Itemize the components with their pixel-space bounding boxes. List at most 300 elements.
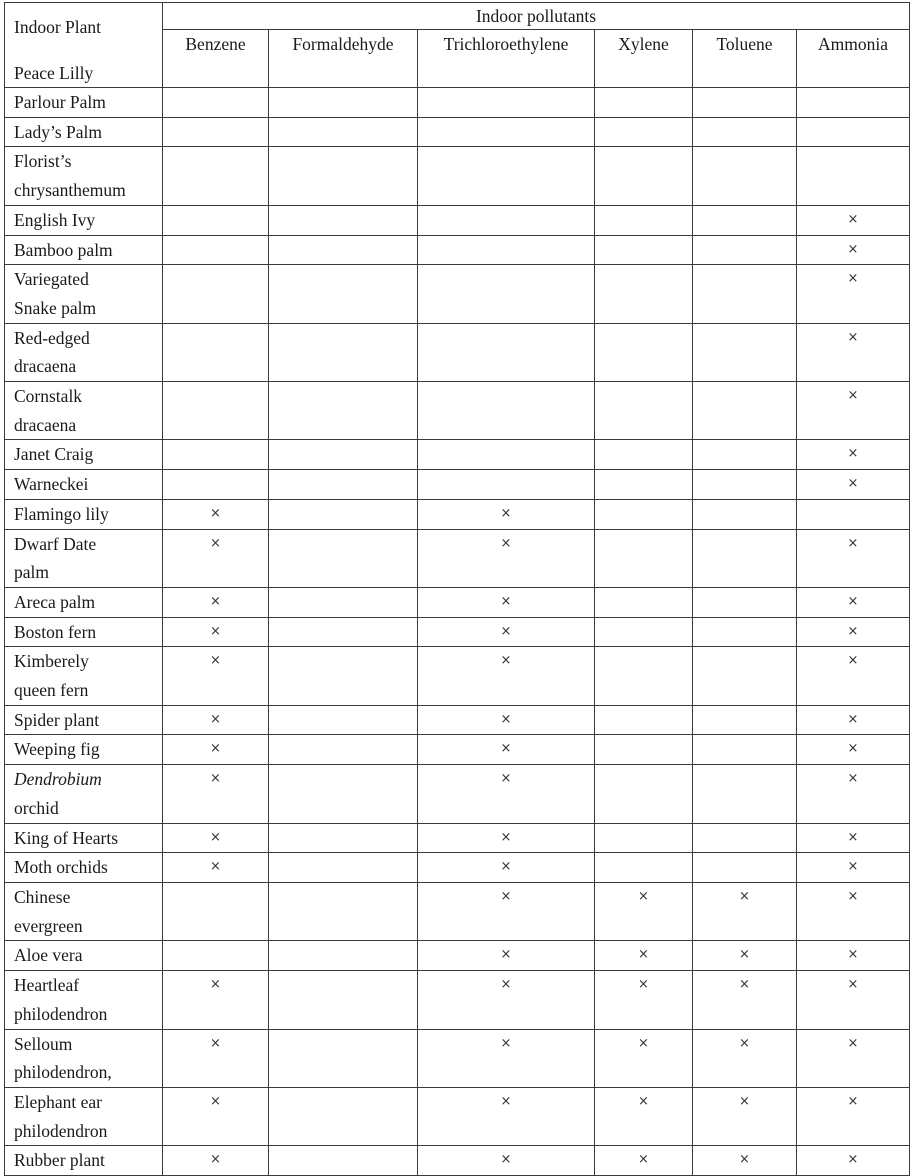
plant-name-line: philodendron [14, 1120, 108, 1141]
plant-name-line: Rubber plant [14, 1150, 105, 1171]
mark-symbol: × [210, 859, 221, 875]
plant-name-line: dracaena [14, 414, 77, 435]
mark-cell [693, 1029, 797, 1087]
plant-name-line: Cornstalk [14, 386, 83, 407]
mark-symbol: × [847, 623, 859, 639]
mark-cell [693, 1146, 797, 1176]
plant-name-line: Snake palm [14, 297, 97, 318]
mark-cell [418, 647, 595, 705]
table-row [5, 470, 910, 500]
mark-cell [269, 382, 418, 440]
plant-name-line: Areca palm [14, 591, 96, 612]
mark-cell [595, 265, 693, 323]
mark-cell [693, 971, 797, 1029]
mark-cell [693, 147, 797, 205]
mark-symbol: × [500, 771, 512, 787]
plant-name-cell [5, 147, 163, 205]
mark-symbol: × [500, 653, 512, 669]
mark-cell [418, 382, 595, 440]
mark-cell [595, 382, 693, 440]
mark-cell [797, 1087, 910, 1145]
mark-symbol: × [500, 505, 512, 521]
mark-symbol: × [210, 829, 221, 845]
table-row [5, 323, 910, 381]
mark-cell [797, 882, 910, 940]
table-row [5, 647, 910, 705]
table-row [5, 235, 910, 265]
mark-cell [418, 205, 595, 235]
mark-cell [163, 265, 269, 323]
table-row [5, 499, 910, 529]
mark-cell [595, 1087, 693, 1145]
plant-name-cell [5, 617, 163, 647]
mark-cell [797, 265, 910, 323]
mark-symbol: × [638, 947, 649, 963]
mark-cell [693, 705, 797, 735]
mark-symbol: × [847, 446, 859, 462]
mark-cell [269, 529, 418, 587]
header-col-xylene: Xylene [595, 30, 693, 88]
mark-symbol: × [847, 388, 859, 404]
mark-cell [163, 853, 269, 883]
table-row [5, 1087, 910, 1145]
plant-name-line: Aloe vera [14, 945, 83, 966]
plant-name-line: Elephant ear [14, 1091, 102, 1112]
mark-cell [418, 735, 595, 765]
mark-symbol: × [847, 476, 859, 492]
mark-cell [418, 470, 595, 500]
mark-cell [269, 1146, 418, 1176]
mark-symbol: × [847, 829, 859, 845]
table-row [5, 971, 910, 1029]
mark-symbol: × [500, 711, 512, 727]
plant-name-line: Parlour Palm [14, 92, 106, 112]
mark-cell [693, 88, 797, 118]
mark-symbol: × [638, 888, 649, 904]
header-row-group [5, 3, 910, 30]
plant-name-line: Kimberely [14, 651, 89, 672]
table-row [5, 440, 910, 470]
mark-symbol: × [638, 1152, 649, 1168]
mark-cell [163, 1146, 269, 1176]
mark-cell [163, 147, 269, 205]
mark-cell [693, 853, 797, 883]
plant-name-line: evergreen [14, 915, 83, 936]
mark-symbol: × [210, 741, 221, 757]
mark-symbol: × [500, 535, 512, 551]
mark-symbol: × [739, 1152, 750, 1168]
mark-cell [797, 88, 910, 118]
mark-cell [595, 499, 693, 529]
mark-symbol: × [500, 859, 512, 875]
mark-cell [269, 882, 418, 940]
mark-symbol: × [847, 535, 859, 551]
mark-cell [418, 440, 595, 470]
mark-cell [693, 735, 797, 765]
plant-name-cell [5, 1146, 163, 1176]
mark-cell [693, 382, 797, 440]
mark-symbol: × [500, 1035, 512, 1051]
mark-cell [797, 117, 910, 147]
mark-cell [163, 499, 269, 529]
mark-cell [693, 587, 797, 617]
mark-cell [595, 323, 693, 381]
plant-name-line: Florist’s [14, 151, 72, 172]
mark-symbol: × [847, 888, 859, 904]
plant-name-line: Dendrobium [14, 769, 102, 790]
plant-name-cell [5, 440, 163, 470]
mark-cell [269, 117, 418, 147]
plant-name-cell [5, 823, 163, 853]
mark-cell [418, 147, 595, 205]
mark-cell [797, 529, 910, 587]
mark-cell [693, 440, 797, 470]
mark-symbol: × [739, 1035, 750, 1051]
mark-cell [693, 265, 797, 323]
mark-cell [269, 823, 418, 853]
mark-cell [269, 587, 418, 617]
mark-symbol: × [847, 859, 859, 875]
mark-cell [693, 499, 797, 529]
mark-cell [163, 235, 269, 265]
mark-symbol: × [638, 1093, 649, 1109]
plant-name-line: palm [14, 562, 49, 583]
plant-name-line: Spider plant [14, 709, 100, 730]
mark-cell [269, 205, 418, 235]
mark-cell [595, 882, 693, 940]
mark-cell [595, 735, 693, 765]
mark-cell [418, 529, 595, 587]
plant-name-cell [5, 587, 163, 617]
table-row [5, 147, 910, 205]
table-row [5, 617, 910, 647]
mark-cell [797, 853, 910, 883]
mark-cell [595, 823, 693, 853]
mark-symbol: × [210, 535, 221, 551]
table-row [5, 705, 910, 735]
plant-name-line: Heartleaf [14, 975, 80, 996]
mark-symbol: × [500, 888, 512, 904]
plant-name-line: Bamboo palm [14, 239, 113, 260]
header-plant-label: Indoor Plant [14, 17, 102, 37]
mark-cell [595, 440, 693, 470]
table-row [5, 587, 910, 617]
plant-name-cell [5, 323, 163, 381]
mark-cell [163, 617, 269, 647]
mark-cell [418, 853, 595, 883]
mark-symbol: × [847, 329, 859, 345]
mark-cell [163, 323, 269, 381]
header-col-trichloroethylene: Trichloroethylene [418, 30, 595, 88]
plant-name-line: King of Hearts [14, 827, 119, 848]
mark-symbol: × [847, 977, 859, 993]
mark-symbol: × [847, 241, 859, 257]
plant-name-line: Janet Craig [14, 444, 94, 465]
plant-name-cell [5, 941, 163, 971]
mark-cell [797, 1029, 910, 1087]
plant-name-line: Moth orchids [14, 857, 108, 878]
mark-cell [797, 647, 910, 705]
mark-cell [797, 705, 910, 735]
mark-cell [797, 941, 910, 971]
mark-cell [163, 882, 269, 940]
mark-symbol: × [210, 1152, 221, 1168]
mark-cell [269, 941, 418, 971]
plant-name-cell [5, 882, 163, 940]
table-row [5, 1029, 910, 1087]
plant-name-line: chrysanthemum [14, 180, 126, 201]
plant-name-cell [5, 88, 163, 118]
mark-cell [797, 823, 910, 853]
mark-cell [163, 440, 269, 470]
mark-cell [693, 882, 797, 940]
plant-name-cell [5, 470, 163, 500]
plant-name-line: Lady’s Palm [14, 121, 102, 142]
plant-name-cell [5, 971, 163, 1029]
mark-cell [595, 765, 693, 823]
mark-symbol: × [739, 977, 750, 993]
plant-name-cell [5, 499, 163, 529]
mark-cell [269, 147, 418, 205]
mark-cell [163, 765, 269, 823]
mark-cell [163, 1087, 269, 1145]
mark-cell [797, 735, 910, 765]
plant-name-cell [5, 117, 163, 147]
plant-name-line: philodendron, [14, 1062, 112, 1083]
mark-cell [418, 1087, 595, 1145]
mark-symbol: × [500, 947, 512, 963]
mark-cell [693, 529, 797, 587]
mark-cell [163, 647, 269, 705]
mark-symbol: × [638, 977, 649, 993]
header-pollutants-group: Indoor pollutants [163, 3, 910, 30]
mark-cell [693, 941, 797, 971]
mark-cell [269, 88, 418, 118]
mark-cell [418, 117, 595, 147]
table-row [5, 382, 910, 440]
mark-symbol: × [500, 829, 512, 845]
mark-symbol: × [500, 1152, 512, 1168]
mark-cell [163, 941, 269, 971]
table-row [5, 529, 910, 587]
mark-symbol: × [847, 1093, 859, 1109]
mark-symbol: × [210, 1035, 221, 1051]
mark-symbol: × [500, 741, 512, 757]
mark-cell [163, 382, 269, 440]
plant-name-cell [5, 235, 163, 265]
mark-cell [418, 323, 595, 381]
plant-name-line: Variegated [14, 269, 89, 290]
plant-name-cell [5, 1087, 163, 1145]
mark-symbol: × [847, 741, 859, 757]
mark-symbol: × [210, 593, 221, 609]
mark-cell [163, 117, 269, 147]
mark-symbol: × [500, 977, 512, 993]
mark-cell [595, 117, 693, 147]
plant-name-line: Dwarf Date [14, 533, 97, 554]
mark-cell [797, 147, 910, 205]
table-row [5, 853, 910, 883]
plant-name-line: philodendron [14, 1003, 108, 1024]
mark-cell [269, 1087, 418, 1145]
table-row [5, 88, 910, 118]
mark-cell [418, 499, 595, 529]
mark-cell [269, 765, 418, 823]
mark-symbol: × [739, 947, 750, 963]
header-cell-plant [5, 3, 163, 88]
plant-name-line: Weeping fig [14, 739, 100, 760]
mark-cell [797, 617, 910, 647]
mark-cell [418, 1029, 595, 1087]
mark-symbol: × [847, 271, 859, 287]
mark-cell [595, 1029, 693, 1087]
mark-symbol: × [847, 947, 859, 963]
mark-symbol: × [210, 711, 221, 727]
mark-cell [693, 647, 797, 705]
mark-cell [797, 1146, 910, 1176]
mark-cell [418, 705, 595, 735]
mark-cell [693, 1087, 797, 1145]
mark-cell [693, 323, 797, 381]
mark-cell [269, 265, 418, 323]
mark-cell [418, 882, 595, 940]
mark-cell [797, 205, 910, 235]
mark-cell [269, 647, 418, 705]
mark-cell [595, 470, 693, 500]
mark-cell [693, 235, 797, 265]
mark-cell [418, 765, 595, 823]
mark-cell [269, 1029, 418, 1087]
mark-symbol: × [210, 1093, 221, 1109]
plant-name-cell [5, 647, 163, 705]
mark-symbol: × [500, 593, 512, 609]
plant-name-cell [5, 205, 163, 235]
mark-cell [693, 205, 797, 235]
mark-cell [163, 823, 269, 853]
mark-cell [693, 117, 797, 147]
mark-cell [163, 470, 269, 500]
mark-cell [163, 735, 269, 765]
table-row [5, 735, 910, 765]
plant-name-cell [5, 735, 163, 765]
mark-cell [163, 971, 269, 1029]
mark-cell [797, 323, 910, 381]
mark-cell [163, 205, 269, 235]
mark-cell [269, 323, 418, 381]
mark-symbol: × [847, 711, 859, 727]
mark-cell [595, 941, 693, 971]
mark-symbol: × [500, 623, 512, 639]
plant-name-line: Warneckei [14, 474, 89, 495]
plant-name-cell [5, 529, 163, 587]
mark-cell [595, 647, 693, 705]
mark-cell [163, 587, 269, 617]
mark-cell [163, 88, 269, 118]
mark-cell [269, 470, 418, 500]
mark-cell [595, 235, 693, 265]
header-col-formaldehyde: Formaldehyde [269, 30, 418, 88]
mark-symbol: × [739, 888, 750, 904]
mark-cell [418, 265, 595, 323]
plant-name-line: Selloum [14, 1033, 73, 1054]
plant-name-cell [5, 765, 163, 823]
table-row [5, 265, 910, 323]
mark-symbol: × [638, 1035, 649, 1051]
mark-cell [693, 765, 797, 823]
mark-cell [693, 617, 797, 647]
mark-cell [418, 617, 595, 647]
mark-cell [269, 617, 418, 647]
plant-name-line: Flamingo lily [14, 503, 109, 524]
mark-cell [418, 971, 595, 1029]
mark-symbol: × [210, 653, 221, 669]
mark-cell [418, 1146, 595, 1176]
mark-cell [418, 88, 595, 118]
mark-cell [797, 499, 910, 529]
table-row [5, 765, 910, 823]
plant-name-line: Boston fern [14, 621, 97, 642]
mark-cell [269, 705, 418, 735]
header-first-plant: Peace Lilly [14, 63, 94, 83]
plant-name-line: English Ivy [14, 209, 96, 230]
mark-symbol: × [847, 211, 859, 227]
mark-symbol: × [847, 771, 859, 787]
table-row [5, 117, 910, 147]
mark-symbol: × [847, 1035, 859, 1051]
mark-cell [595, 88, 693, 118]
mark-cell [595, 705, 693, 735]
plant-name-cell [5, 1029, 163, 1087]
mark-symbol: × [847, 1152, 859, 1168]
mark-cell [797, 971, 910, 1029]
plant-name-cell [5, 705, 163, 735]
mark-cell [797, 587, 910, 617]
mark-cell [418, 823, 595, 853]
mark-cell [418, 941, 595, 971]
mark-symbol: × [210, 977, 221, 993]
mark-cell [163, 529, 269, 587]
mark-cell [269, 235, 418, 265]
mark-cell [797, 765, 910, 823]
mark-cell [163, 1029, 269, 1087]
mark-cell [269, 499, 418, 529]
mark-cell [269, 971, 418, 1029]
mark-symbol: × [210, 623, 221, 639]
mark-cell [418, 235, 595, 265]
plant-name-line: queen fern [14, 680, 89, 701]
mark-cell [595, 1146, 693, 1176]
table-row [5, 882, 910, 940]
mark-cell [269, 853, 418, 883]
mark-cell [595, 617, 693, 647]
mark-cell [595, 529, 693, 587]
header-col-benzene: Benzene [163, 30, 269, 88]
plant-name-line: Red-edged [14, 327, 90, 348]
mark-symbol: × [210, 505, 221, 521]
plant-name-line: Chinese [14, 886, 71, 907]
header-col-toluene: Toluene [693, 30, 797, 88]
mark-cell [269, 735, 418, 765]
table-row [5, 823, 910, 853]
plant-name-cell [5, 853, 163, 883]
mark-cell [163, 705, 269, 735]
mark-cell [595, 205, 693, 235]
mark-cell [269, 440, 418, 470]
mark-symbol: × [739, 1093, 750, 1109]
mark-cell [418, 587, 595, 617]
plant-name-cell [5, 382, 163, 440]
mark-symbol: × [847, 653, 859, 669]
